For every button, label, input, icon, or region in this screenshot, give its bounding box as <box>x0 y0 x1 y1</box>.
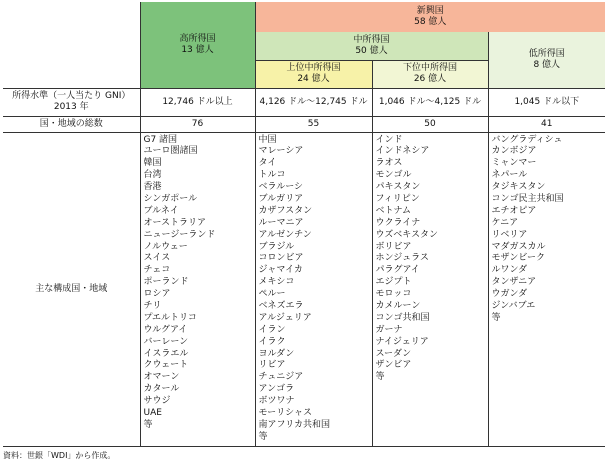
country-item: 香港 <box>143 182 162 193</box>
country-item: インド <box>375 134 403 145</box>
country-item: ボリビア <box>375 241 412 252</box>
members-lower-middle-list <box>372 132 488 446</box>
lower-middle-header <box>372 60 488 88</box>
country-item: 等 <box>375 372 385 383</box>
emerging-population: 58 億人 <box>414 17 447 27</box>
emerging-header <box>255 2 605 32</box>
lower-middle-name: 下位中所得国 <box>402 63 457 74</box>
country-item: イラン <box>258 324 286 335</box>
source-note: 資料：世銀「WDI」から作成。 <box>3 451 116 460</box>
country-item: タジキスタン <box>491 182 546 193</box>
high-income-header <box>140 2 255 88</box>
income-classification-table <box>3 2 605 447</box>
members-label: 主な構成国・地域 <box>3 132 140 446</box>
country-item: カンボジア <box>491 146 537 157</box>
country-item: モザンビーク <box>491 253 545 264</box>
country-item: サウジ <box>143 396 171 407</box>
country-item: ノルウェー <box>143 241 188 252</box>
country-item: バーレーン <box>143 336 189 347</box>
country-item: アルジェリア <box>258 312 312 323</box>
country-item: クウェート <box>143 360 189 371</box>
country-item: ウルグアイ <box>143 324 188 335</box>
country-item: ニュージーランド <box>143 229 216 240</box>
country-item: チェコ <box>143 265 171 276</box>
country-item: チリ <box>143 300 162 311</box>
country-item: ベネズエラ <box>258 300 304 311</box>
country-item: トルコ <box>258 170 286 181</box>
country-item: 南アフリカ共和国 <box>258 419 331 430</box>
country-item: モロッコ <box>375 289 412 300</box>
country-count-high: 76 <box>140 116 255 132</box>
upper-middle-header <box>255 60 372 88</box>
country-item: ザンビア <box>375 360 412 371</box>
country-item: スーダン <box>375 348 412 359</box>
country-item: カザフスタン <box>258 205 313 216</box>
income-level-low: 1,045 ドル以下 <box>488 88 605 116</box>
country-item: シンガポール <box>143 193 198 204</box>
low-income-header <box>488 32 605 88</box>
country-item: ルーマニア <box>258 217 304 228</box>
country-item: リビア <box>258 360 286 371</box>
country-item: ポーランド <box>143 277 189 288</box>
country-item: ネパール <box>491 170 528 181</box>
country-item: パキスタン <box>375 182 421 193</box>
emerging-name: 新興国 <box>416 6 444 17</box>
country-item: マダガスカル <box>491 241 546 252</box>
country-item: ロシア <box>143 289 171 300</box>
country-item: G7 諸国 <box>143 134 178 145</box>
country-item: スイス <box>143 253 171 264</box>
country-item: ホンジュラス <box>375 253 429 264</box>
country-item: フィリピン <box>375 193 420 204</box>
middle-income-population: 50 億人 <box>355 45 388 56</box>
income-level-label-line1: 所得水準（一人当たり GNI） <box>12 91 131 102</box>
income-level-lower-middle: 1,046 ドル〜4,125 ドル <box>372 88 488 116</box>
income-level-upper-middle: 4,126 ドル〜12,745 ドル <box>255 88 372 116</box>
country-count-label: 国・地域の総数 <box>3 116 140 132</box>
country-item: エジプト <box>375 277 412 288</box>
income-level-label-line2: 2013 年 <box>53 102 89 112</box>
country-item: アルゼンチン <box>258 229 312 240</box>
country-item: 等 <box>143 419 153 430</box>
country-item: ブラジル <box>258 241 295 252</box>
members-upper-middle-list <box>255 132 372 446</box>
country-item: 台湾 <box>143 170 162 181</box>
low-income-name: 低所得国 <box>528 48 565 59</box>
country-item: マレーシア <box>258 146 304 157</box>
country-item: UAE <box>143 407 162 418</box>
country-item: コンゴ共和国 <box>375 312 430 323</box>
country-item: ジャマイカ <box>258 265 303 276</box>
header-blank-cell <box>3 2 140 88</box>
country-item: ベトナム <box>375 205 412 216</box>
country-item: モーリシャス <box>258 407 312 418</box>
country-item: ジンバブエ <box>491 300 536 311</box>
country-item: ボツワナ <box>258 396 295 407</box>
country-item: ペルー <box>258 289 286 300</box>
members-low-list <box>488 132 605 446</box>
upper-middle-name: 上位中所得国 <box>286 63 341 74</box>
middle-income-header <box>255 32 488 60</box>
country-item: インドネシア <box>375 146 430 157</box>
country-item: アンゴラ <box>258 384 295 395</box>
country-item: ルワンダ <box>491 265 528 276</box>
lower-middle-population: 26 億人 <box>413 74 447 84</box>
country-item: ミャンマー <box>491 158 537 169</box>
country-item: ラオス <box>375 158 403 169</box>
country-item: タイ <box>258 158 277 169</box>
country-item: ヨルダン <box>258 348 295 359</box>
country-item: ガーナ <box>375 324 403 335</box>
country-count-lower-middle: 50 <box>372 116 488 132</box>
country-item: タンザニア <box>491 277 537 288</box>
country-item: オーストラリア <box>143 217 207 228</box>
country-item: プエルトリコ <box>143 312 197 323</box>
income-level-label <box>3 88 140 116</box>
country-count-upper-middle: 55 <box>255 116 372 132</box>
country-item: メキシコ <box>258 277 295 288</box>
high-income-name: 高所得国 <box>179 33 216 44</box>
income-level-high: 12,746 ドル以上 <box>140 88 255 116</box>
country-item: 等 <box>258 431 268 442</box>
country-item: リベリア <box>491 229 528 240</box>
country-item: ウクライナ <box>375 217 421 228</box>
country-item: 中国 <box>258 134 277 145</box>
country-item: パラグアイ <box>375 265 420 276</box>
country-item: モンゴル <box>375 170 412 181</box>
country-item: ベラルーシ <box>258 182 304 193</box>
country-item: イラク <box>258 336 286 347</box>
country-item: コンゴ民主共和国 <box>491 193 564 204</box>
country-count-low: 41 <box>488 116 605 132</box>
middle-income-name: 中所得国 <box>353 34 390 45</box>
country-item: カタール <box>143 384 180 395</box>
country-item: コロンビア <box>258 253 304 264</box>
country-item: 韓国 <box>143 158 162 169</box>
upper-middle-population: 24 億人 <box>297 74 330 84</box>
country-item: オマーン <box>143 372 180 383</box>
country-item: エチオピア <box>491 205 537 216</box>
country-item: イスラエル <box>143 348 189 359</box>
members-high-list <box>140 132 255 446</box>
low-income-population: 8 億人 <box>533 59 561 70</box>
country-item: ナイジェリア <box>375 336 429 347</box>
country-item: ユーロ圏諸国 <box>143 146 198 157</box>
country-item: 等 <box>491 312 501 323</box>
country-item: ウズベキスタン <box>375 229 439 240</box>
high-income-population: 13 億人 <box>181 44 214 55</box>
country-item: ウガンダ <box>491 289 528 300</box>
country-item: ブルガリア <box>258 193 304 204</box>
country-item: ケニア <box>491 217 519 228</box>
country-item: バングラディシュ <box>491 134 563 145</box>
country-item: カメルーン <box>375 300 421 311</box>
country-item: ブルネイ <box>143 205 179 216</box>
country-item: チュニジア <box>258 372 304 383</box>
